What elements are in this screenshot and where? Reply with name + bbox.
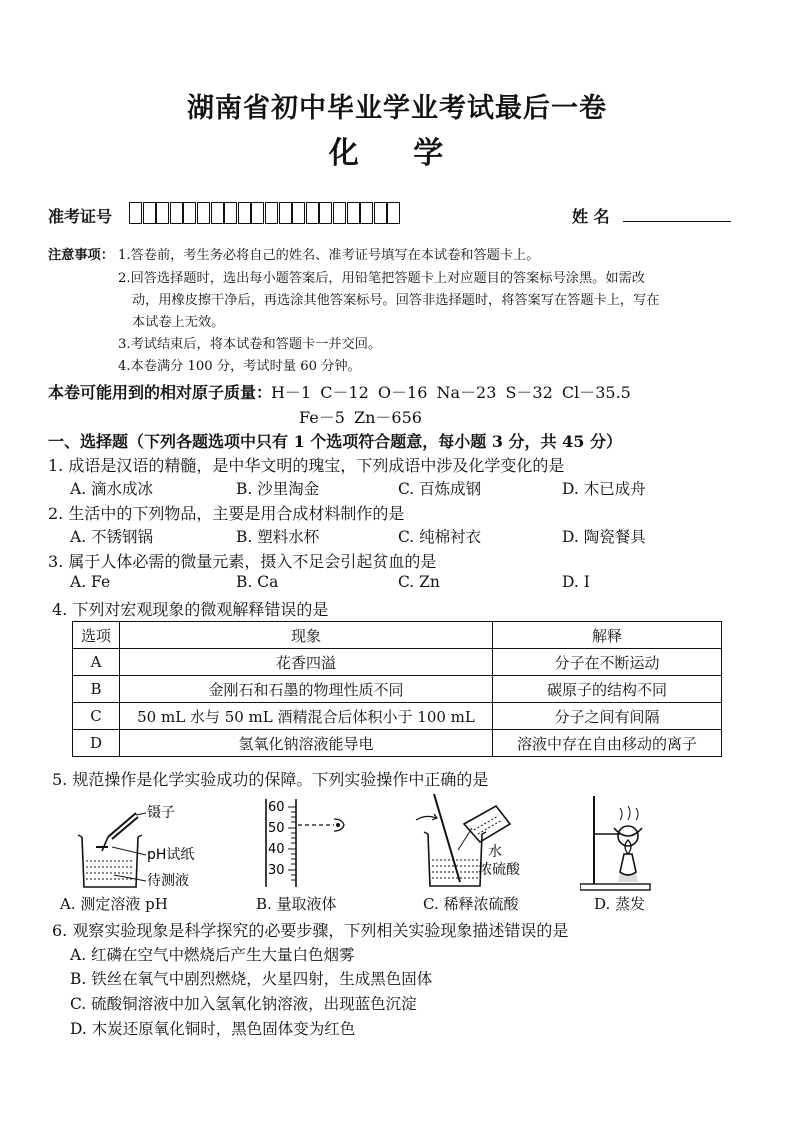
question-1-option-c: C. 百炼成钢 <box>398 480 482 498</box>
tick-label: 60 <box>268 800 285 815</box>
question-6-option-a: A. 红磷在空气中燃烧后产生大量白色烟雾 <box>70 946 355 964</box>
name-field[interactable] <box>623 221 731 222</box>
question-2-option-d: D. 陶瓷餐具 <box>562 528 646 546</box>
notice-item: 3.考试结束后，将本试卷和答题卡一并交回。 <box>118 337 382 352</box>
table-cell: 金刚石和石墨的物理性质不同 <box>120 676 493 703</box>
table-cell: 50 mL 水与 50 mL 酒精混合后体积小于 100 mL <box>120 703 493 730</box>
subject-title: 化 学 <box>328 136 466 171</box>
table-row <box>73 703 722 730</box>
question-2-option-a: A. 不锈钢锅 <box>70 528 154 546</box>
exam-id-boxes[interactable] <box>129 202 401 224</box>
question-1-stem: 1. 成语是汉语的精髓，是中华文明的瑰宝，下列成语中涉及化学变化的是 <box>48 456 565 475</box>
table-cell: B <box>73 676 120 703</box>
table-cell: 碳原子的结构不同 <box>493 676 722 703</box>
notice-item: 本试卷上无效。 <box>132 315 225 330</box>
figure-a-ph-test <box>74 795 224 895</box>
figure-c-caption: C. 稀释浓硫酸 <box>423 895 519 913</box>
table-cell: 花香四溢 <box>120 649 493 676</box>
exam-title: 湖南省初中毕业学业考试最后一卷 <box>187 93 607 124</box>
label-conc-sulfuric-acid: 浓硫酸 <box>478 862 520 878</box>
question-2-option-b: B. 塑料水杯 <box>236 528 320 546</box>
atomic-mass-line2: Fe－5 Zn－656 <box>299 408 422 427</box>
table-cell: A <box>73 649 120 676</box>
figure-a-caption: A. 测定溶液 pH <box>60 895 168 913</box>
table-header: 解释 <box>493 622 722 649</box>
label-test-liquid: 待测液 <box>147 873 189 889</box>
question-4-table <box>72 621 722 757</box>
notice-label: 注意事项： <box>48 248 114 263</box>
table-header: 现象 <box>120 622 493 649</box>
notice-item: 1.答卷前，考生务必将自己的姓名、准考证号填写在本试卷和答题卡上。 <box>118 248 540 263</box>
tick-label: 30 <box>268 863 285 878</box>
question-1-option-d: D. 木已成舟 <box>562 480 646 498</box>
table-cell: 溶液中存在自由移动的离子 <box>493 730 722 757</box>
question-2-option-c: C. 纯棉衬衣 <box>398 528 482 546</box>
label-water: 水 <box>488 844 502 860</box>
question-4-stem: 4. 下列对宏观现象的微观解释错误的是 <box>52 600 329 619</box>
figure-b-measuring-cylinder <box>262 797 352 889</box>
atomic-mass-label: 本卷可能用到的相对原子质量： <box>48 383 273 402</box>
label-tweezers: 镊子 <box>147 805 175 821</box>
table-cell: D <box>73 730 120 757</box>
question-3-option-d: D. I <box>562 573 590 591</box>
notice-item: 动，用橡皮擦干净后，再选涂其他答案标号。回答非选择题时，将答案写在答题卡上，写在 <box>132 293 660 308</box>
figure-d-caption: D. 蒸发 <box>594 895 646 913</box>
figure-b-caption: B. 量取液体 <box>256 895 337 913</box>
question-6-option-c: C. 硫酸铜溶液中加入氢氧化钠溶液，出现蓝色沉淀 <box>70 995 417 1013</box>
name-label: 姓 名 <box>572 207 610 226</box>
table-header: 选项 <box>73 622 120 649</box>
question-2-stem: 2. 生活中的下列物品，主要是用合成材料制作的是 <box>48 504 405 523</box>
figure-d-evaporation <box>580 792 660 892</box>
section-heading: 一、选择题（下列各题选项中只有 1 个选项符合题意，每小题 3 分，共 45 分） <box>48 432 622 451</box>
atomic-mass-line1: H－1 C－12 O－16 Na－23 S－32 Cl－35.5 <box>271 383 631 402</box>
table-cell: 氢氧化钠溶液能导电 <box>120 730 493 757</box>
question-3-stem: 3. 属于人体必需的微量元素，摄入不足会引起贫血的是 <box>48 552 437 571</box>
exam-id-label: 准考证号 <box>48 207 113 226</box>
question-6-option-b: B. 铁丝在氧气中剧烈燃烧，火星四射，生成黑色固体 <box>70 970 433 988</box>
figure-c-dilution <box>414 790 524 890</box>
question-1-option-a: A. 滴水成冰 <box>70 480 154 498</box>
table-cell: C <box>73 703 120 730</box>
tick-label: 40 <box>268 842 285 857</box>
question-5-stem: 5. 规范操作是化学实验成功的保障。下列实验操作中正确的是 <box>52 770 489 789</box>
table-row <box>73 676 722 703</box>
tick-label: 50 <box>268 821 285 836</box>
table-row <box>73 730 722 757</box>
question-3-option-a: A. Fe <box>70 573 111 591</box>
question-6-option-d: D. 木炭还原氧化铜时，黑色固体变为红色 <box>70 1020 356 1038</box>
question-6-stem: 6. 观察实验现象是科学探究的必要步骤，下列相关实验现象描述错误的是 <box>52 921 569 940</box>
table-cell: 分子在不断运动 <box>493 649 722 676</box>
question-1-option-b: B. 沙里淘金 <box>236 480 320 498</box>
notice-item: 4.本卷满分 100 分，考试时量 60 分钟。 <box>118 359 361 374</box>
label-ph-paper: pH试纸 <box>147 847 195 863</box>
question-3-option-b: B. Ca <box>236 573 279 591</box>
table-row <box>73 649 722 676</box>
question-3-option-c: C. Zn <box>398 573 440 591</box>
table-cell: 分子之间有间隔 <box>493 703 722 730</box>
notice-item: 2.回答选择题时，选出每小题答案后，用铅笔把答题卡上对应题目的答案标号涂黑。如需改 <box>118 271 645 286</box>
